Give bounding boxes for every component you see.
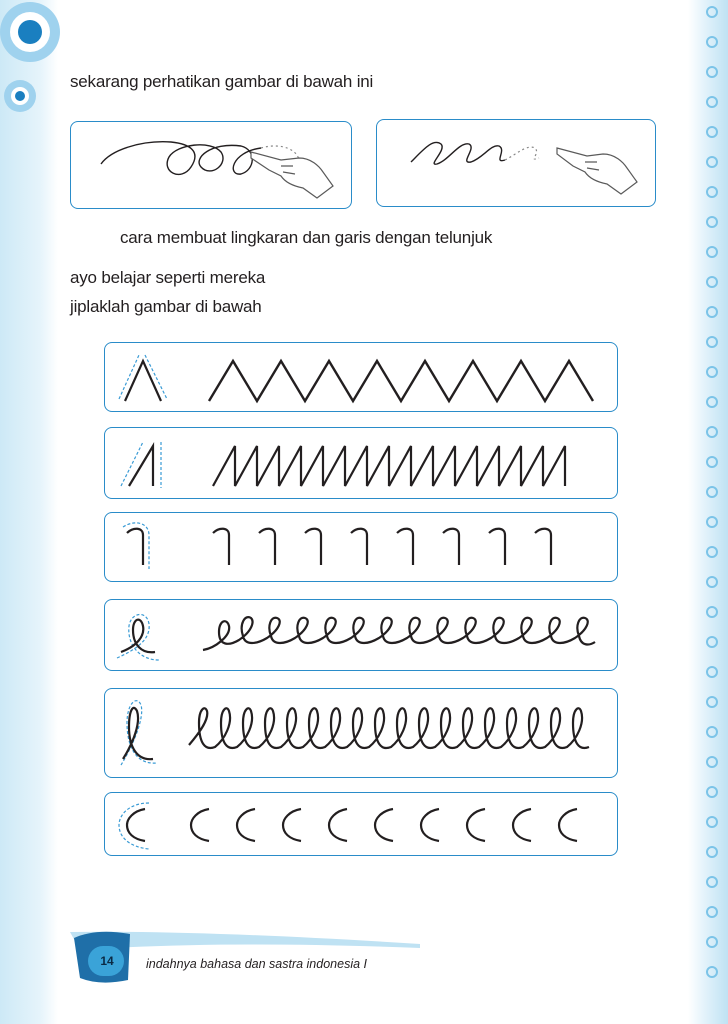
instruction-text: sekarang perhatikan gambar di bawah ini	[70, 72, 374, 91]
finger-line-drawing	[377, 120, 655, 206]
loop-e-drawing	[105, 600, 617, 670]
exercise-row-loop-e	[104, 599, 618, 671]
hook-drawing	[105, 513, 617, 581]
slanted-drawing	[105, 428, 617, 498]
pointing-hand-icon	[557, 148, 637, 194]
task-line-1: ayo belajar seperti mereka	[70, 268, 266, 287]
target-circle-small-icon	[4, 80, 36, 112]
exercise-row-hook	[104, 512, 618, 582]
exercise-row-c-curve	[104, 792, 618, 856]
ring-chain-decoration	[707, 7, 717, 977]
page-number: 14	[100, 954, 114, 968]
task-line-2: jiplaklah gambar di bawah	[70, 297, 262, 316]
exercise-row-slanted	[104, 427, 618, 499]
illustration-caption: cara membuat lingkaran dan garis dengan telunjuk	[120, 228, 493, 247]
pointing-hand-icon	[251, 152, 333, 198]
finger-loop-drawing	[71, 122, 351, 208]
exercise-row-loop-l	[104, 688, 618, 778]
exercise-row-zigzag	[104, 342, 618, 412]
loop-l-drawing	[105, 689, 617, 777]
zigzag-drawing	[105, 343, 617, 411]
loop-tracing-illustration	[70, 121, 352, 209]
line-tracing-illustration	[376, 119, 656, 207]
c-curve-drawing	[105, 793, 617, 855]
book-title: indahnya bahasa dan sastra indonesia I	[146, 957, 367, 971]
target-circle-icon	[0, 2, 60, 62]
